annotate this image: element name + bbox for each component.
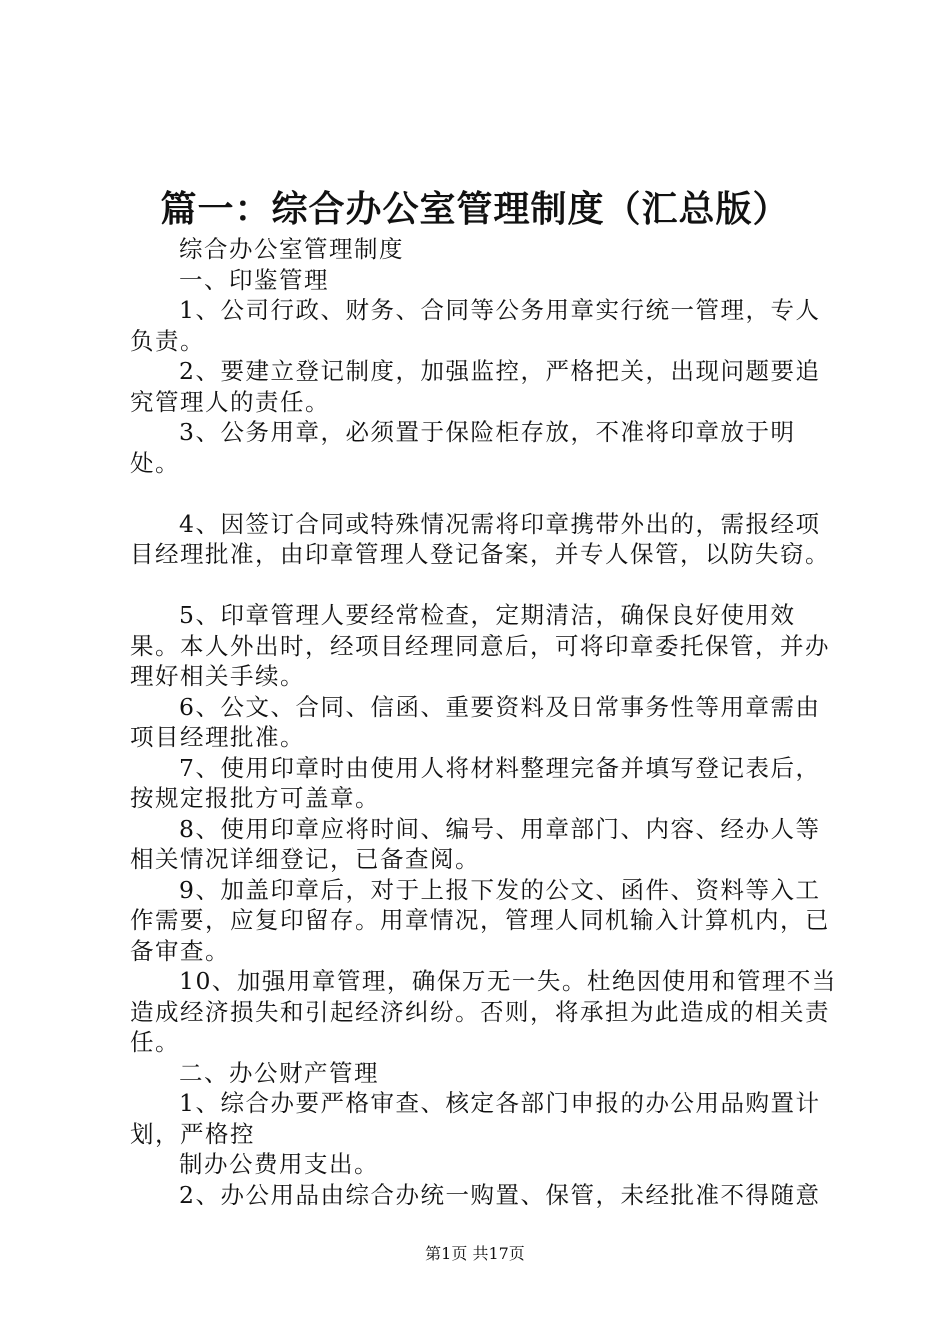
paragraph: 2、办公用品由综合办统一购置、保管，未经批准不得随意 [179, 1180, 821, 1209]
page-footer: 第1页 共17页 [425, 1244, 525, 1263]
paragraph: 7、使用印章时由使用人将材料整理完备并填写登记表后，按规定报批方可盖章。 [130, 753, 821, 812]
paragraph: 制办公费用支出。 [179, 1150, 379, 1178]
paragraph: 1、公司行政、财务、合同等公务用章实行统一管理，专人负责。 [130, 296, 821, 355]
section-heading-seal-management: 一、印鉴管理 [179, 265, 329, 294]
paragraph: 8、使用印章应将时间、编号、用章部门、内容、经办人等相关情况详细登记，已备查阅。 [130, 814, 821, 873]
paragraph-heading: 综合办公室管理制度 [179, 235, 404, 263]
paragraph: 1、综合办要严格审查、核定各部门申报的办公用品购置计划，严格控 [130, 1089, 821, 1148]
paragraph: 10、加强用章管理，确保万无一失。杜绝因使用和管理不当造成经济损失和引起经济纠纷。否则，将承担为此造成的相关责任。 [130, 967, 837, 1056]
paragraph: 9、加盖印章后，对于上报下发的公文、函件、资料等入工作需要，应复印留存。用章情况，管理人同机输入计算机内，已备审查。 [130, 875, 830, 965]
paragraph: 3、公务用章，必须置于保险柜存放，不准将印章放于明处。 [130, 418, 796, 477]
section-heading-property-management: 二、办公财产管理 [179, 1058, 379, 1087]
document-body [130, 234, 845, 1210]
document-title: 篇一：综合办公室管理制度（汇总版） [160, 188, 790, 230]
paragraph: 2、要建立登记制度，加强监控，严格把关，出现问题要追究管理人的责任。 [130, 357, 821, 416]
paragraph: 4、因签订合同或特殊情况需将印章携带外出的，需报经项目经理批准，由印章管理人登记备案，并专人保管，以防失窃。 [130, 509, 830, 568]
paragraph: 6、公文、合同、信函、重要资料及日常事务性等用章需由项目经理批准。 [130, 692, 821, 751]
paragraph: 5、印章管理人要经常检查，定期清洁，确保良好使用效果。本人外出时，经项目经理同意后，可将印章委托保管，并办理好相关手续。 [130, 601, 830, 690]
